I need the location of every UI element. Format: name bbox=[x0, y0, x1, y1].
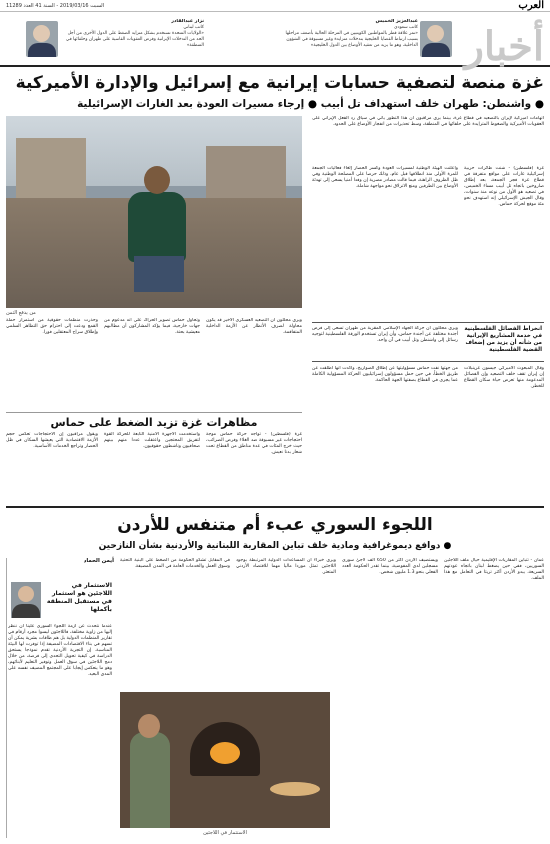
lead-photo bbox=[6, 116, 302, 308]
author-photo-right bbox=[420, 21, 452, 57]
pull-quote-box bbox=[312, 322, 544, 362]
refugee-col-1: عمان - تتباين المقاربات الإقليمية حيال ملف اللاجئين السوريين، ففي حين يضغط لبنان باتجاه عودتهم السريعة، يبدو الأردن أكثر تريثا في التعامل مع هذا الملف. bbox=[444, 558, 544, 581]
protest-col-5: واستخدمت الأجهزة الأمنية التابعة للحركة القوة لتفريق المحتجين واعتقلت عددا منهم بينهم صحافيون وناشطون حقوقيون. bbox=[104, 432, 200, 449]
protest-headline: مظاهرات غزة تزيد الضغط على حماس bbox=[6, 412, 302, 430]
opinion-column bbox=[6, 558, 114, 838]
teaser-left-text: «الولايات المتحدة تستخدم بشكل متزايد الضغط على الدول الأخرى من أجل الحد من التدخلات الإيرانية وفرض العقوبات القاسية على طهران وحلفائها في المنطقة» bbox=[65, 31, 204, 48]
refugee-headline: اللجوء السوري عبء أم متنفس للأردن bbox=[117, 515, 433, 535]
teaser-right-text: «تمر علاقة قطر بالمواطنين الكويتيين في المرحلة الحالية بأضعف مراحلها بسبب ارتباط القضايا الخليجية بتدخلات متزايدة وغير مسبوقة في الشؤون الداخلية، وهو ما يزيد من تعقيد الأوضاع بين الدول الخليجية» bbox=[285, 31, 418, 48]
refugee-subhead-text: دوافع ديموغرافية ومادية خلف تباين المقاربة اللبنانية والأردنية بشأن النازحين bbox=[98, 541, 441, 551]
section-divider bbox=[6, 506, 544, 508]
protest-col-3: ويرى محللون أن التصعيد العسكري الأخير قد يكون محاولة لصرف الأنظار عن الأزمة الداخلية المتفاقمة. bbox=[206, 318, 302, 335]
author-photo-left bbox=[26, 21, 58, 57]
refugee-col-2: ويستضيف الأردن أكثر من 650 ألف لاجئ سوري مسجلين لدى المفوضية، بينما تقدر الحكومة العدد الفعلي بنحو 1.3 مليون شخص. bbox=[342, 558, 438, 575]
lead-column-b: وأعلنت الهيئة الوطنية لمسيرات العودة وكسر الحصار إلغاء فعاليات الجمعة للمرة الأولى منذ انطلاقها قبل عام، وذلك حرصا على المصلحة الوطنية وفي ظل الظروف الراهنة، فيما قالت مصادر مصرية إن وفدا أمنيا يسعى إلى تهدئة الأوضاع بين الطرفين ومنع الانزلاق نحو مواجهة شاملة. bbox=[312, 166, 458, 189]
refugee-col-3: ويرى خبراء أن المساعدات الدولية المرتبطة بوجود اللاجئين تمثل موردا ماليا مهما للاقتصاد الأردني المتعثر. bbox=[236, 558, 336, 575]
lead-column-c: وقال المبعوث الأميركي جيسون غرينبلات إن إيران تقف خلف التصعيد وإن الفصائل المدعومة منها تعرض حياة سكان القطاع للخطر. bbox=[464, 366, 544, 389]
opinion-author: أيمن الحماد bbox=[83, 558, 114, 564]
lead-photo-caption: من يدفع الثمن bbox=[6, 310, 36, 316]
refugee-photo-caption: الاستثمار في اللاجئين bbox=[203, 830, 247, 836]
refugee-col-4: في المقابل تشكو الحكومة من الضغط على البنية التحتية وسوق العمل والخدمات العامة في المدن المضيفة. bbox=[120, 558, 230, 569]
teaser-right-author: عبدالعزيز الخميس bbox=[375, 19, 418, 24]
protest-col-1: وحذرت منظمات حقوقية من استمرار حملة القمع ودعت إلى احترام حق التظاهر السلمي وإطلاق سراح المعتقلين فورا. bbox=[6, 318, 98, 335]
protest-col-6: غزة (فلسطين) - تواجه حركة حماس موجة احتجاجات غير مسبوقة ضد الغلاء وفرض الضرائب، حيث خرج المئات في عدة مناطق من القطاع تحت شعار بدنا نعيش. bbox=[206, 432, 302, 455]
refugee-subhead bbox=[6, 540, 544, 552]
masthead-strip bbox=[0, 0, 550, 12]
lead-column-a: غزة (فلسطين) - شنت طائرات حربية إسرائيلية غارات على مواقع متفرقة في قطاع غزة فجر الجمعة، بعد إطلاق صاروخين باتجاه تل أبيب مساء الخميس، في تصعيد هو الأول من نوعه منذ سنوات، وقال الجيش الإسرائيلي إنه استهدف نحو مئة موقع لحركة حماس. bbox=[464, 166, 544, 207]
protest-col-2: وتحاول حماس تصوير الحراك على أنه مدعوم من جهات خارجية، فيما يؤكد المشاركون أن مطالبهم معيشية بحتة. bbox=[104, 318, 200, 335]
opinion-title: الاستثمار في اللاجئين هو استثمار في مستقبل المنطقة بأكملها bbox=[46, 582, 112, 613]
teaser-right-note: كاتب سعودي bbox=[394, 25, 418, 30]
header-band bbox=[0, 13, 550, 70]
teaser-left bbox=[64, 19, 204, 61]
lead-subhead-2: إرجاء مسيرات العودة بعد الغارات الإسرائيلية bbox=[77, 98, 305, 110]
protest-col-4: ويقول مراقبون إن الاحتجاجات تعكس حجم الأزمة الاقتصادية التي يعيشها السكان في ظل الحصار وتراجع الخدمات الأساسية. bbox=[6, 432, 98, 449]
lead-headline: غزة منصة لتصفية حسابات إيرانية مع إسرائيل والإدارة الأميركية bbox=[15, 73, 544, 93]
teaser-left-note: كاتب لبناني bbox=[183, 25, 204, 30]
pull-quote: انخراط الفصائل الفلسطينية في خدمة المشاريع الإيرانية من شأنه أن يزيد من إضعاف القضية الفلسطينية bbox=[464, 326, 542, 353]
teaser-left-author: نزار عبدالقادر bbox=[171, 19, 204, 24]
refugee-photo bbox=[120, 692, 330, 828]
teaser-right bbox=[278, 19, 418, 61]
opinion-author-photo bbox=[11, 582, 41, 618]
pull-quote-body: ويرى محللون أن حركة الجهاد الإسلامي المقربة من طهران تسعى إلى فرض أجندة مختلفة عن أجندة حماس، وأن إيران تستخدم الورقة الفلسطينية لتوجيه رسائل إلى واشنطن وتل أبيب في آن واحد. bbox=[312, 326, 458, 343]
issue-line: السبت 2019/03/16 - السنة 41 العدد 11289 bbox=[6, 3, 104, 9]
bullet-icon: ● bbox=[531, 98, 544, 110]
lead-subhead-1: واشنطن: طهران خلف استهداف تل أبيب bbox=[320, 98, 532, 110]
bullet-icon: ● bbox=[304, 98, 318, 110]
section-title: أخبار bbox=[464, 23, 544, 70]
lead-column-d: من جهتها نفت حماس مسؤوليتها عن إطلاق الصواريخ، وأكدت أنها أطلقت عن طريق الخطأ، في حين حمل مسؤولون إسرائيليون الحركة المسؤولية الكاملة عما يجري في القطاع بصفتها الجهة الحاكمة. bbox=[312, 366, 458, 383]
bullet-icon: ● bbox=[440, 541, 452, 551]
opinion-body: عندما نتحدث عن أزمة اللجوء السوري علينا أن ننظر إليها من زاوية مختلفة، فاللاجئون ليسوا مجرد أرقام في تقارير المنظمات الدولية بل هم طاقات بشرية يمكن أن تسهم في بناء الاقتصادات المضيفة إذا توفرت لها البيئة المناسبة. إن التجربة الأردنية تقدم نموذجا يستحق الدراسة في كيفية تحويل التحدي إلى فرصة، من خلال دمج اللاجئين في سوق العمل وتوفير التعليم لأبنائهم، وهو ما ينعكس إيجابا على المجتمع المضيف نفسه على المدى البعيد. bbox=[8, 624, 112, 677]
lead-intro: اتهامات أميركية لإيران بالتصعيد في قطاع غزة، بينما يرى مراقبون أن هذا التطور يأتي في سياق رد الفعل الإيراني على العقوبات الأميركية والضغوط المتزايدة على حلفائها في المنطقة، وسط تحذيرات من انفجار الأوضاع على الحدود. bbox=[312, 116, 544, 127]
newspaper-logo: العرب bbox=[518, 0, 544, 11]
lead-subheads bbox=[6, 97, 544, 111]
